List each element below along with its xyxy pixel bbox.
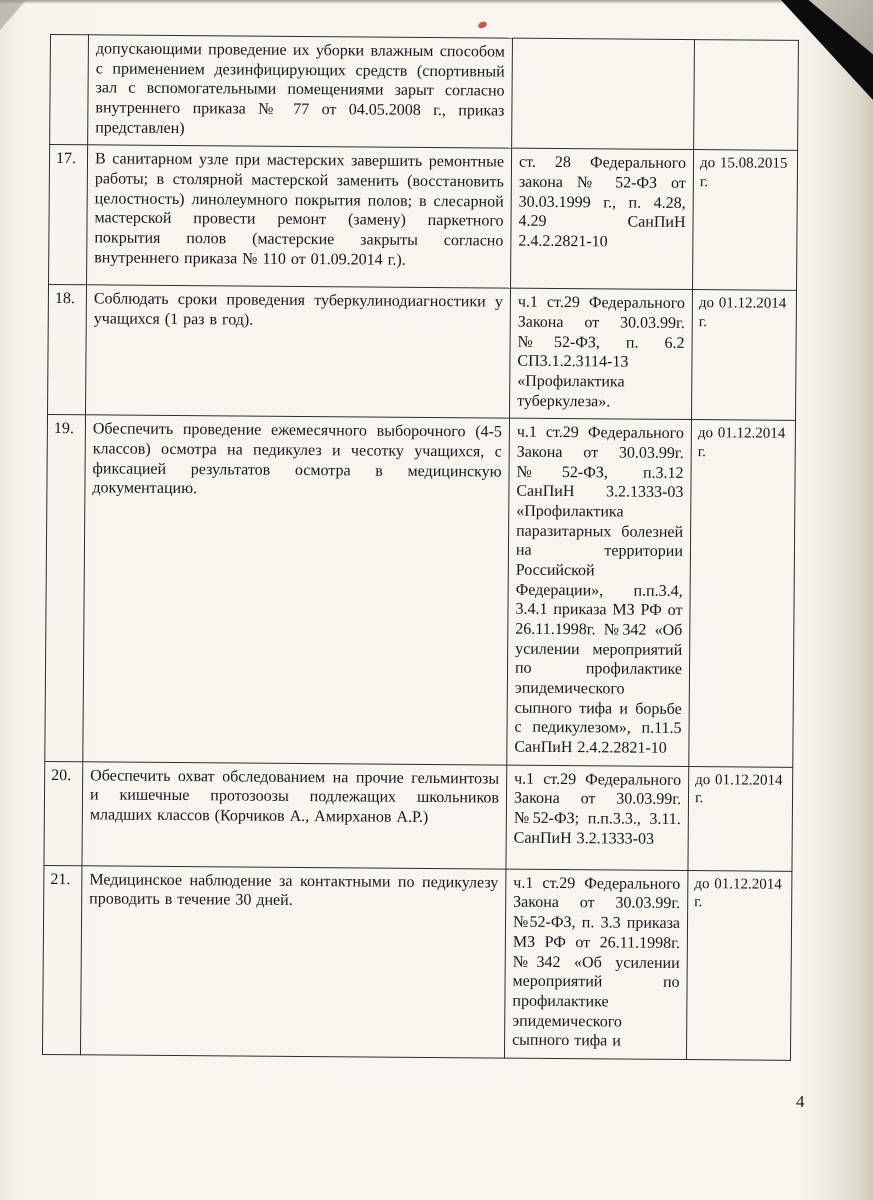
table-row [44, 761, 793, 871]
deadline-cell: до 01.12.2014 г. [689, 420, 796, 767]
page-number: 4 [796, 1092, 805, 1111]
legal-basis-cell: ч.1 ст.29 Федерального Закона от 30.03.99г. №52-ФЗ, п. 6.2 СП3.1.2.3114-13 «Профилактика туберкулеза». [509, 288, 692, 419]
legal-basis-cell: ч.1 ст.29 Федерального Закона от 30.03.99г. №52-ФЗ; п.п.3.3., 3.11. СанПиН 3.2.1333-03 [506, 765, 689, 870]
legal-basis-cell: ч.1 ст.29 Федерального Закона от 30.03.99г. №52-ФЗ, п.3.12 СанПиН 3.2.1333-03 «Профилактика паразитарных болезней на территории Российской Федерации», п.п.3.4, 3.4.1 приказа МЗ РФ от 26.11.1998г. №342 «Об усилении мероприятий по профилактике эпидемического сыпного тифа и борьбе с педикулезом», п.11.5 СанПиН 2.4.2.2821-10 [507, 419, 692, 767]
row-number-cell [50, 35, 89, 146]
table-row [45, 415, 796, 767]
prescription-table [42, 34, 799, 1061]
row-number-cell: 18. [48, 285, 87, 415]
legal-basis-cell [512, 38, 695, 150]
table-row [50, 35, 799, 151]
legal-basis-cell: ч.1 ст.29 Федерального Закона от 30.03.99г. №52-ФЗ, п. 3.3 приказа МЗ РФ от 26.11.1998г. №342 «Об усилении мероприятий по профилактике эпидемического сыпного тифа и [504, 869, 687, 1059]
scan-top-edge-shadow [0, 0, 873, 4]
row-number-cell: 19. [45, 415, 86, 762]
deadline-cell: до 15.08.2015 г. [693, 150, 798, 291]
deadline-cell [694, 40, 799, 151]
deadline-cell: до 01.12.2014 г. [691, 290, 796, 421]
table-row [48, 285, 797, 421]
measure-text-cell: Обеспечить охват обследованием на прочие гельминтозы и кишечные протозоозы подлежащих школьников младших классов (Корчиков А., Амирханов А.Р.) [82, 762, 507, 869]
measure-text-cell: В санитарном узле при мастерских завершить ремонтные работы; в столярной мастерской заменить (восстановить целостность) линолеумного покрытия полов; в слесарной мастерской провести ремонт (замену) паркетного покрытия полов (мастерские закрыты согласно внутреннего приказа № 110 от 01.09.2014 г.). [87, 145, 512, 288]
deadline-cell: до 01.12.2014 г. [688, 766, 793, 871]
legal-basis-cell: ст. 28 Федерального закона № 52-ФЗ от 30.03.1999 г., п. 4.28, 4.29 СанПиН 2.4.2.2821-10 [511, 148, 694, 289]
table-row [49, 145, 798, 291]
document-table-area [42, 34, 798, 1061]
scan-left-corner-shadow [0, 0, 26, 30]
row-number-cell: 21. [42, 865, 81, 1054]
table-row [42, 865, 791, 1060]
red-ink-speck [477, 21, 487, 29]
deadline-cell: до 01.12.2014 г. [686, 870, 791, 1060]
measure-text-cell: Медицинское наблюдение за контактными по педикулезу проводить в течение 30 дней. [80, 866, 505, 1058]
row-number-cell: 20. [44, 761, 83, 865]
measure-text-cell: допускающими проведение их уборки влажным способом с применением дезинфицирующих средств (спортивный зал с вспомогательными помещениями зарыт согласно внутреннего приказа № 77 от 04.05.2008 г., приказ представлен) [88, 35, 513, 149]
row-number-cell: 17. [49, 145, 88, 285]
measure-text-cell: Обеспечить проведение ежемесячного выборочного (4-5 классов) осмотра на педикулез и чесотку учащихся, с фиксацией результатов осмотра в медицинскую документацию. [83, 415, 510, 765]
measure-text-cell: Соблюдать сроки проведения туберкулинодиагностики у учащихся (1 раз в год). [86, 285, 511, 418]
